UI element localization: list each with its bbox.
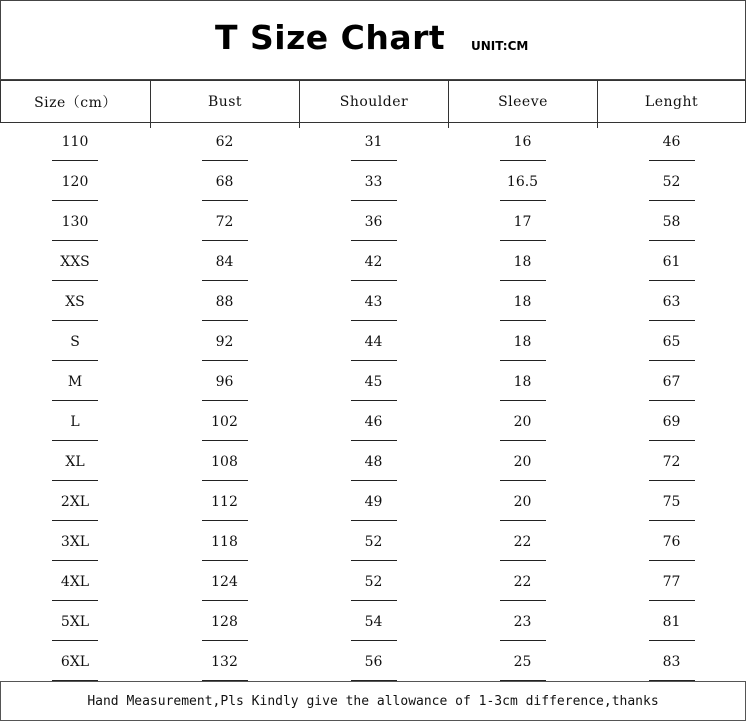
cell-value: 18	[513, 334, 532, 350]
cell-sleeve	[448, 362, 597, 402]
cell-length	[597, 562, 746, 602]
table-row	[0, 322, 746, 362]
cell-value: 22	[513, 534, 532, 550]
cell-value: 18	[513, 374, 532, 390]
table-row	[0, 522, 746, 562]
cell-shoulder	[299, 322, 448, 362]
table-row	[0, 482, 746, 522]
cell-underline	[202, 560, 248, 561]
cell-underline	[649, 640, 695, 641]
title-box	[0, 0, 746, 80]
cell-underline	[351, 560, 397, 561]
cell-sleeve	[448, 562, 597, 602]
header-bust: Bust	[150, 81, 299, 122]
cell-value: 2XL	[60, 494, 90, 510]
cell-shoulder	[299, 602, 448, 642]
cell-length	[597, 162, 746, 202]
cell-underline	[202, 640, 248, 641]
cell-size	[0, 162, 150, 202]
cell-value: 42	[364, 254, 383, 270]
cell-value: 17	[513, 214, 532, 230]
cell-value: 52	[364, 574, 383, 590]
cell-length	[597, 642, 746, 682]
cell-underline	[52, 560, 98, 561]
cell-sleeve	[448, 522, 597, 562]
cell-value: 5XL	[60, 614, 90, 630]
cell-shoulder	[299, 402, 448, 442]
cell-value: 49	[364, 494, 383, 510]
cell-value: M	[67, 374, 83, 390]
cell-underline	[649, 400, 695, 401]
cell-underline	[351, 280, 397, 281]
cell-value: 48	[364, 454, 383, 470]
table-row	[0, 202, 746, 242]
cell-value: 83	[662, 654, 681, 670]
table-row	[0, 642, 746, 682]
cell-sleeve	[448, 242, 597, 282]
cell-value: 92	[215, 334, 234, 350]
cell-underline	[500, 480, 546, 481]
cell-shoulder	[299, 562, 448, 602]
cell-shoulder	[299, 122, 448, 162]
cell-value: S	[70, 334, 80, 350]
cell-underline	[500, 280, 546, 281]
cell-underline	[351, 200, 397, 201]
cell-length	[597, 482, 746, 522]
cell-value: XXS	[60, 254, 90, 270]
cell-value: 76	[662, 534, 681, 550]
cell-underline	[649, 320, 695, 321]
cell-value: 88	[215, 294, 234, 310]
table-row	[0, 122, 746, 162]
cell-underline	[500, 600, 546, 601]
cell-underline	[649, 520, 695, 521]
cell-underline	[500, 160, 546, 161]
cell-value: 72	[662, 454, 681, 470]
cell-sleeve	[448, 442, 597, 482]
cell-shoulder	[299, 162, 448, 202]
cell-value: 54	[364, 614, 383, 630]
cell-value: 46	[364, 414, 383, 430]
cell-underline	[202, 200, 248, 201]
cell-underline	[649, 200, 695, 201]
cell-value: 44	[364, 334, 383, 350]
unit-label: UNIT:CM	[471, 39, 529, 53]
cell-value: 45	[364, 374, 383, 390]
cell-underline	[500, 560, 546, 561]
cell-shoulder	[299, 482, 448, 522]
cell-length	[597, 402, 746, 442]
cell-underline	[649, 600, 695, 601]
cell-size	[0, 122, 150, 162]
cell-underline	[351, 320, 397, 321]
cell-bust	[150, 322, 299, 362]
cell-value: XS	[65, 294, 85, 310]
cell-underline	[202, 320, 248, 321]
cell-underline	[52, 480, 98, 481]
table-row	[0, 162, 746, 202]
cell-value: 46	[662, 134, 681, 150]
table-row	[0, 402, 746, 442]
cell-underline	[202, 480, 248, 481]
table-row	[0, 362, 746, 402]
cell-bust	[150, 482, 299, 522]
cell-underline	[351, 240, 397, 241]
cell-sleeve	[448, 322, 597, 362]
cell-underline	[351, 600, 397, 601]
cell-size	[0, 362, 150, 402]
cell-value: 18	[513, 294, 532, 310]
cell-size	[0, 602, 150, 642]
cell-underline	[351, 160, 397, 161]
cell-value: 67	[662, 374, 681, 390]
table-body	[0, 122, 746, 680]
cell-value: 72	[215, 214, 234, 230]
cell-shoulder	[299, 362, 448, 402]
cell-value: 20	[513, 494, 532, 510]
cell-underline	[52, 640, 98, 641]
cell-value: 124	[211, 574, 238, 590]
cell-underline	[351, 400, 397, 401]
header-shoulder: Shoulder	[299, 81, 448, 122]
cell-value: 52	[662, 174, 681, 190]
cell-value: 118	[211, 534, 238, 550]
table-row	[0, 442, 746, 482]
cell-value: 112	[211, 494, 238, 510]
cell-length	[597, 282, 746, 322]
cell-underline	[500, 640, 546, 641]
cell-value: 120	[61, 174, 89, 190]
header-sleeve: Sleeve	[448, 81, 597, 122]
cell-value: 69	[662, 414, 681, 430]
cell-sleeve	[448, 122, 597, 162]
cell-value: L	[70, 414, 80, 430]
cell-underline	[500, 520, 546, 521]
cell-bust	[150, 522, 299, 562]
cell-bust	[150, 442, 299, 482]
cell-size	[0, 482, 150, 522]
cell-value: 102	[211, 414, 238, 430]
cell-underline	[52, 360, 98, 361]
cell-value: 65	[662, 334, 681, 350]
cell-underline	[202, 520, 248, 521]
cell-bust	[150, 242, 299, 282]
cell-shoulder	[299, 242, 448, 282]
cell-value: 3XL	[60, 534, 90, 550]
cell-underline	[202, 440, 248, 441]
table-row	[0, 282, 746, 322]
table-row	[0, 562, 746, 602]
cell-shoulder	[299, 202, 448, 242]
cell-value: 23	[513, 614, 532, 630]
cell-size	[0, 562, 150, 602]
cell-underline	[202, 400, 248, 401]
cell-value: 81	[662, 614, 681, 630]
cell-value: 56	[364, 654, 383, 670]
cell-bust	[150, 122, 299, 162]
cell-bust	[150, 162, 299, 202]
cell-underline	[649, 280, 695, 281]
cell-bust	[150, 562, 299, 602]
cell-underline	[202, 160, 248, 161]
cell-underline	[52, 320, 98, 321]
cell-value: 18	[513, 254, 532, 270]
cell-length	[597, 362, 746, 402]
cell-underline	[52, 280, 98, 281]
header-size: Size（cm）	[0, 81, 150, 122]
cell-shoulder	[299, 442, 448, 482]
cell-underline	[52, 160, 98, 161]
cell-value: 68	[215, 174, 234, 190]
cell-value: 132	[211, 654, 238, 670]
cell-shoulder	[299, 282, 448, 322]
cell-value: 110	[61, 134, 89, 150]
cell-value: 52	[364, 534, 383, 550]
cell-underline	[351, 520, 397, 521]
cell-underline	[52, 200, 98, 201]
cell-size	[0, 202, 150, 242]
cell-value: 84	[215, 254, 234, 270]
cell-underline	[649, 240, 695, 241]
cell-value: 4XL	[60, 574, 90, 590]
cell-value: 20	[513, 414, 532, 430]
header-length: Lenght	[597, 81, 746, 122]
cell-length	[597, 122, 746, 162]
cell-size	[0, 402, 150, 442]
cell-length	[597, 202, 746, 242]
cell-length	[597, 322, 746, 362]
cell-value: 96	[215, 374, 234, 390]
cell-value: 16.5	[506, 174, 539, 190]
cell-bust	[150, 602, 299, 642]
cell-underline	[351, 480, 397, 481]
cell-value: 6XL	[60, 654, 90, 670]
cell-bust	[150, 282, 299, 322]
cell-underline	[500, 320, 546, 321]
cell-underline	[351, 440, 397, 441]
cell-underline	[202, 240, 248, 241]
cell-underline	[500, 200, 546, 201]
cell-length	[597, 242, 746, 282]
cell-underline	[500, 440, 546, 441]
cell-value: 25	[513, 654, 532, 670]
cell-underline	[52, 240, 98, 241]
cell-underline	[500, 400, 546, 401]
cell-length	[597, 442, 746, 482]
cell-sleeve	[448, 482, 597, 522]
table-row	[0, 602, 746, 642]
cell-value: 130	[61, 214, 89, 230]
cell-size	[0, 282, 150, 322]
cell-sleeve	[448, 602, 597, 642]
cell-value: 62	[215, 134, 234, 150]
cell-value: 75	[662, 494, 681, 510]
cell-length	[597, 602, 746, 642]
cell-underline	[52, 440, 98, 441]
cell-value: 77	[662, 574, 681, 590]
cell-sleeve	[448, 162, 597, 202]
cell-underline	[649, 560, 695, 561]
cell-value: 61	[662, 254, 681, 270]
cell-size	[0, 442, 150, 482]
cell-underline	[52, 520, 98, 521]
cell-underline	[500, 240, 546, 241]
cell-underline	[649, 360, 695, 361]
cell-value: 36	[364, 214, 383, 230]
cell-underline	[52, 400, 98, 401]
cell-underline	[202, 600, 248, 601]
cell-sleeve	[448, 202, 597, 242]
cell-sleeve	[448, 402, 597, 442]
cell-underline	[500, 360, 546, 361]
cell-underline	[649, 440, 695, 441]
cell-underline	[202, 360, 248, 361]
cell-underline	[351, 640, 397, 641]
cell-value: 108	[211, 454, 238, 470]
cell-shoulder	[299, 642, 448, 682]
cell-underline	[649, 480, 695, 481]
cell-bust	[150, 362, 299, 402]
cell-value: XL	[65, 454, 85, 470]
chart-title: T Size Chart	[215, 18, 446, 57]
cell-bust	[150, 202, 299, 242]
cell-shoulder	[299, 522, 448, 562]
table-header	[0, 80, 746, 123]
cell-size	[0, 242, 150, 282]
cell-value: 31	[364, 134, 383, 150]
cell-value: 63	[662, 294, 681, 310]
table-row	[0, 242, 746, 282]
cell-underline	[351, 360, 397, 361]
cell-value: 58	[662, 214, 681, 230]
cell-sleeve	[448, 642, 597, 682]
cell-underline	[52, 600, 98, 601]
cell-value: 22	[513, 574, 532, 590]
cell-value: 20	[513, 454, 532, 470]
cell-value: 33	[364, 174, 383, 190]
cell-value: 16	[513, 134, 532, 150]
cell-size	[0, 642, 150, 682]
footer-note: Hand Measurement,Pls Kindly give the allowance of 1-3cm difference,thanks	[0, 681, 746, 721]
cell-size	[0, 522, 150, 562]
cell-bust	[150, 402, 299, 442]
cell-value: 128	[211, 614, 238, 630]
cell-bust	[150, 642, 299, 682]
cell-sleeve	[448, 282, 597, 322]
cell-value: 43	[364, 294, 383, 310]
cell-underline	[649, 160, 695, 161]
cell-underline	[202, 280, 248, 281]
cell-length	[597, 522, 746, 562]
cell-size	[0, 322, 150, 362]
